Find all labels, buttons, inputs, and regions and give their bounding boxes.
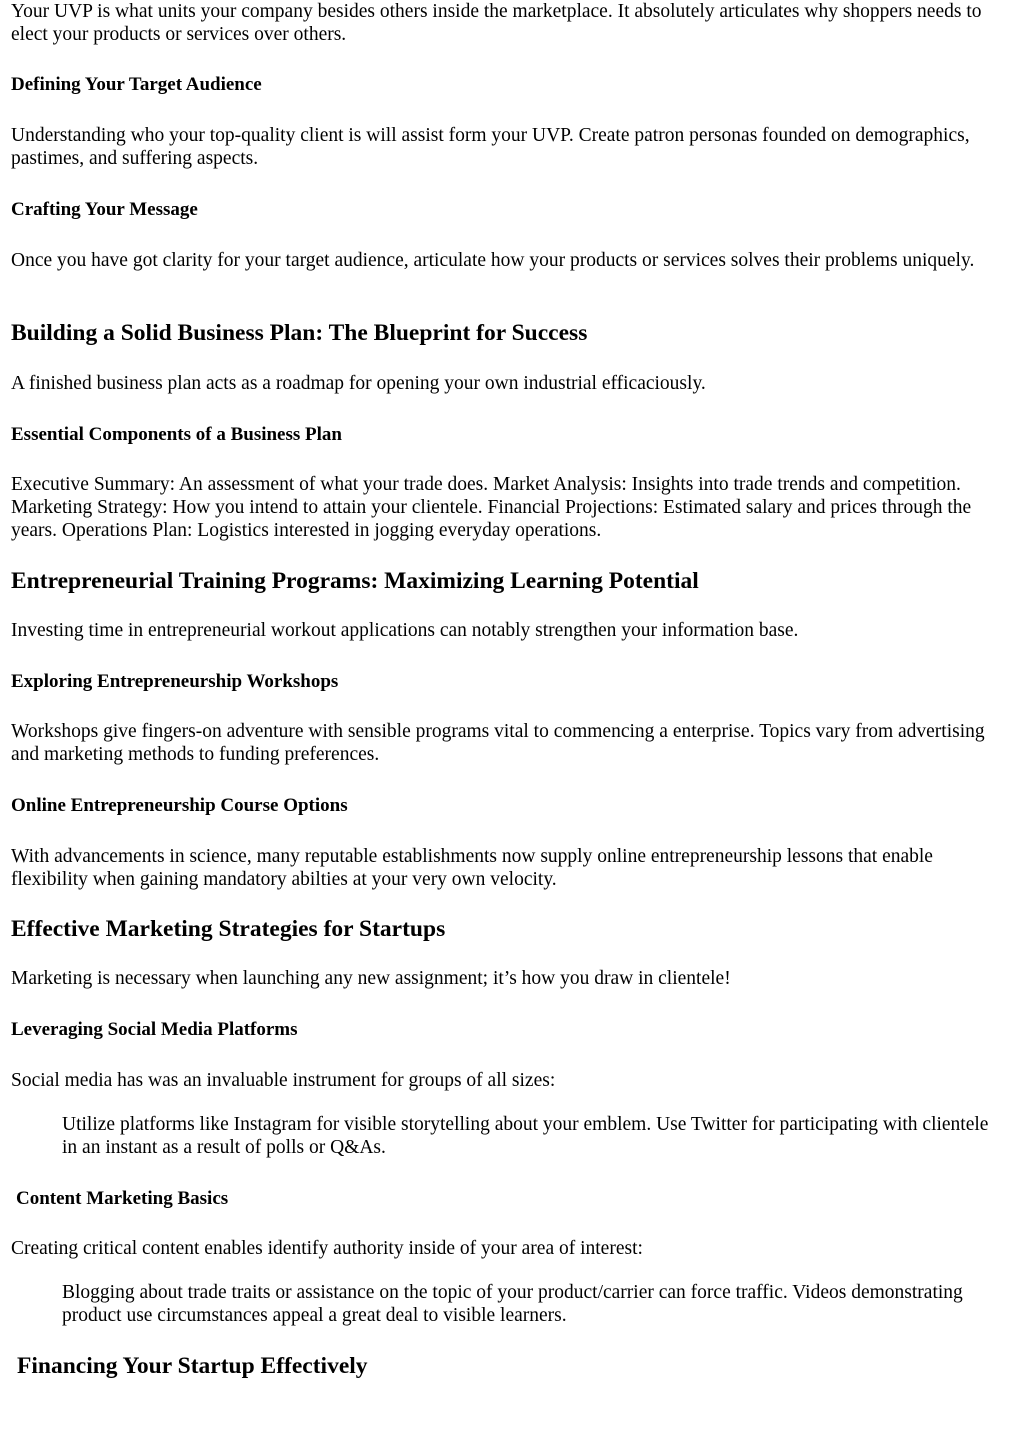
paragraph-training-programs: Investing time in entrepreneurial workout applications can notably strengthen your information base. xyxy=(11,620,799,641)
heading-workshops: Exploring Entrepreneurship Workshops xyxy=(11,671,339,692)
paragraph-target-audience: Understanding who your top-quality client is will assist form your UVP. Create patron personas founded on demographics, pastimes, and suffering aspects. xyxy=(11,125,970,169)
paragraph-online-courses: With advancements in science, many reputable establishments now supply online entrepreneurship lessons that enable flexibility when gaining mandatory abilties at your very own velocity. xyxy=(11,846,933,890)
heading-target-audience: Defining Your Target Audience xyxy=(11,74,262,95)
heading-crafting-message: Crafting Your Message xyxy=(11,199,198,220)
heading-financing: Financing Your Startup Effectively xyxy=(17,1353,368,1379)
paragraph-crafting-message: Once you have got clarity for your target audience, articulate how your products or services solves their problems uniquely. xyxy=(11,250,975,271)
paragraph-content-marketing: Creating critical content enables identify authority inside of your area of interest: xyxy=(11,1238,643,1259)
heading-social-media: Leveraging Social Media Platforms xyxy=(11,1019,298,1040)
heading-online-courses: Online Entrepreneurship Course Options xyxy=(11,795,348,816)
paragraph-marketing-strategies: Marketing is necessary when launching any new assignment; it’s how you draw in clientele! xyxy=(11,968,731,989)
heading-business-plan: Building a Solid Business Plan: The Blueprint for Success xyxy=(11,320,588,346)
list-social-media: Utilize platforms like Instagram for visible storytelling about your emblem. Use Twitter for participating with clientele in an instant as a result of polls or Q&As. xyxy=(62,1114,989,1158)
heading-training-programs: Entrepreneurial Training Programs: Maximizing Learning Potential xyxy=(11,568,699,594)
heading-content-marketing: Content Marketing Basics xyxy=(16,1188,229,1209)
paragraph-plan-components: Executive Summary: An assessment of what your trade does. Market Analysis: Insights into trade trends and competition. Marketing Strategy: How you intend to attain your clientele. Financial Projections: Estimated salary and prices through the years. Operations Plan: Logistics interested in jogging everyday operations. xyxy=(11,474,972,541)
heading-plan-components: Essential Components of a Business Plan xyxy=(11,424,342,445)
paragraph-business-plan: A finished business plan acts as a roadmap for opening your own industrial efficaciously. xyxy=(11,373,706,394)
heading-marketing-strategies: Effective Marketing Strategies for Startups xyxy=(11,916,446,942)
paragraph-social-media: Social media has was an invaluable instrument for groups of all sizes: xyxy=(11,1070,556,1091)
paragraph-uvp: Your UVP is what units your company besides others inside the marketplace. It absolutely articulates why shoppers needs to elect your products or services over others. xyxy=(11,1,982,45)
paragraph-workshops: Workshops give fingers-on adventure with sensible programs vital to commencing a enterprise. Topics vary from advertising and marketing methods to funding preferences. xyxy=(11,721,985,765)
list-content-marketing: Blogging about trade traits or assistance on the topic of your product/carrier can force traffic. Videos demonstrating product use circumstances appeal a great deal to visible learners. xyxy=(62,1282,963,1326)
